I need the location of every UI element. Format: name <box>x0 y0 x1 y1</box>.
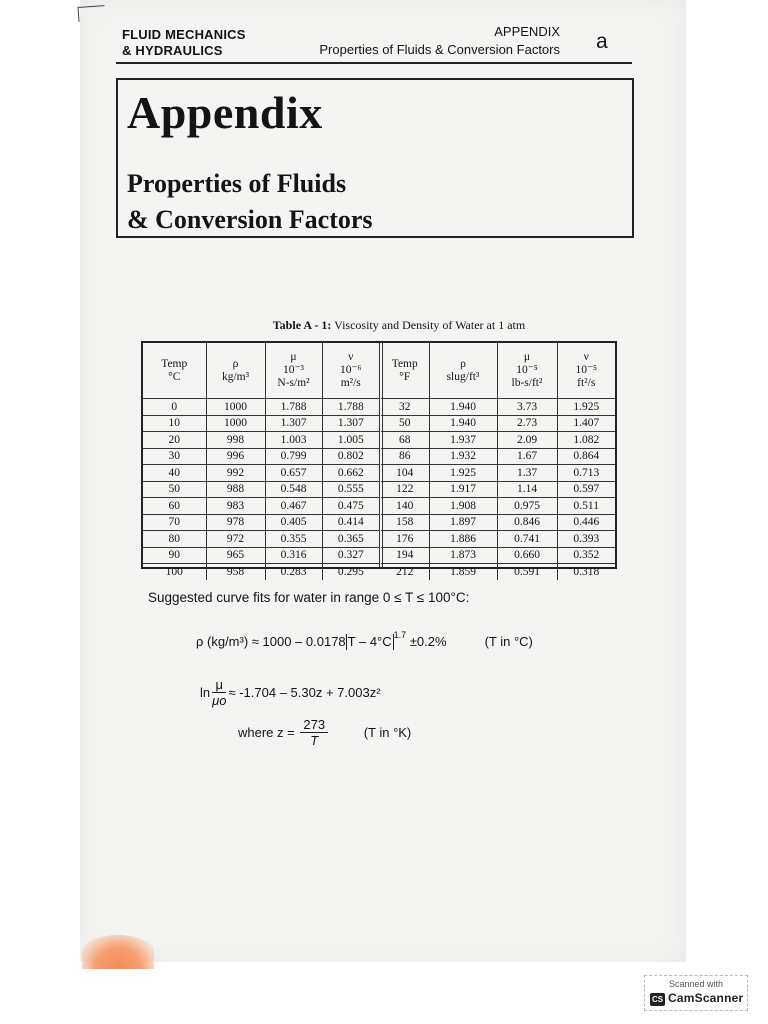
bg-cell: 140 <box>381 498 429 515</box>
si-cell: 958 <box>206 564 265 580</box>
running-header-left <box>122 27 246 59</box>
bg-cell: 1.859 <box>429 564 497 580</box>
bg-cell: 0.446 <box>557 514 615 531</box>
si-cell: 988 <box>206 481 265 498</box>
bg-cell: 1.917 <box>429 481 497 498</box>
bg-cell: 1.908 <box>429 498 497 515</box>
si-cell: 0.414 <box>322 514 379 531</box>
eq3-denominator: T <box>310 733 319 748</box>
table-row <box>381 498 615 515</box>
chapter-title-box <box>116 78 634 238</box>
si-cell: 0.802 <box>322 448 379 465</box>
table-row <box>381 432 615 449</box>
eq2-fraction <box>212 677 226 708</box>
si-cell: 40 <box>143 465 206 482</box>
si-cell: 70 <box>143 514 206 531</box>
bg-cell: 32 <box>381 399 429 416</box>
bg-cell: 1.67 <box>497 448 557 465</box>
table-row <box>381 481 615 498</box>
table-row <box>143 564 379 580</box>
bg-cell: 1.082 <box>557 432 615 449</box>
eq2-denominator: μo <box>212 693 227 708</box>
bg-header-line: ft²/s <box>577 377 596 389</box>
si-cell: 0.405 <box>265 514 322 531</box>
header-section-subtitle: Properties of Fluids & Conversion Factors <box>319 42 560 57</box>
si-header-line: μ <box>290 351 297 363</box>
si-cell: 972 <box>206 531 265 548</box>
table-row <box>381 547 615 564</box>
si-cell: 1.307 <box>265 415 322 432</box>
si-cell: 0.327 <box>322 547 379 564</box>
si-cell: 0.662 <box>322 465 379 482</box>
table-caption <box>0 318 768 333</box>
eq3-fraction <box>300 717 328 748</box>
si-cell: 0 <box>143 399 206 416</box>
table-row <box>381 448 615 465</box>
bg-header-line: ν <box>583 351 589 363</box>
bg-cell: 1.407 <box>557 415 615 432</box>
si-cell: 100 <box>143 564 206 580</box>
si-header-line: N-s/m² <box>277 377 310 389</box>
bg-cell: 1.940 <box>429 415 497 432</box>
camscanner-watermark <box>644 975 748 1011</box>
si-cell: 0.365 <box>322 531 379 548</box>
bg-cell: 0.318 <box>557 564 615 580</box>
bg-cell: 194 <box>381 547 429 564</box>
bg-cell: 1.932 <box>429 448 497 465</box>
bg-cell: 0.713 <box>557 465 615 482</box>
bg-header-line: °F <box>399 370 411 383</box>
table-row <box>143 448 379 465</box>
header-book-title-line1: FLUID MECHANICS <box>122 27 246 42</box>
si-cell: 80 <box>143 531 206 548</box>
si-units-table <box>143 343 379 580</box>
eq1-unit-note: (T in °C) <box>484 634 533 649</box>
bg-units-table <box>381 343 615 580</box>
si-cell: 1000 <box>206 399 265 416</box>
si-header-line: ν <box>348 351 354 363</box>
si-cell: 965 <box>206 547 265 564</box>
chapter-subtitle-line2: & Conversion Factors <box>127 205 373 234</box>
bg-header-cell <box>497 343 557 399</box>
si-cell: 983 <box>206 498 265 515</box>
bg-header-line: 10⁻⁵ <box>516 364 538 376</box>
table-row <box>381 415 615 432</box>
si-cell: 0.467 <box>265 498 322 515</box>
bg-cell: 0.591 <box>497 564 557 580</box>
si-cell: 1.307 <box>322 415 379 432</box>
eq1-exponent: 1.7 <box>393 630 407 640</box>
si-cell: 0.657 <box>265 465 322 482</box>
si-cell: 996 <box>206 448 265 465</box>
si-cell: 0.295 <box>322 564 379 580</box>
bg-cell: 0.660 <box>497 547 557 564</box>
viscosity-curve-fit-equation <box>200 677 381 708</box>
bg-cell: 158 <box>381 514 429 531</box>
header-book-title-line2: & HYDRAULICS <box>122 43 223 58</box>
si-header-line: 10⁻³ <box>282 364 305 376</box>
table-row <box>143 399 379 416</box>
bg-header-cell <box>429 343 497 399</box>
si-header-cell <box>143 343 206 399</box>
si-header-line: ρ <box>232 357 239 370</box>
si-header-line: 10⁻⁶ <box>339 364 362 376</box>
chapter-subtitle <box>127 166 373 238</box>
bg-cell: 1.886 <box>429 531 497 548</box>
table-row <box>381 514 615 531</box>
bg-cell: 122 <box>381 481 429 498</box>
eq2-rhs: ≈ -1.704 – 5.30z + 7.003z² <box>228 685 381 700</box>
page-number: a <box>596 30 608 53</box>
chapter-title: Appendix <box>127 87 323 138</box>
table-row <box>381 564 615 580</box>
bg-header-cell <box>381 343 429 399</box>
si-cell: 30 <box>143 448 206 465</box>
bg-cell: 0.846 <box>497 514 557 531</box>
bg-cell: 1.937 <box>429 432 497 449</box>
eq1-lhs: ρ (kg/m³) ≈ 1000 – 0.0178 <box>196 634 346 649</box>
bg-cell: 1.873 <box>429 547 497 564</box>
water-properties-table <box>141 341 617 578</box>
bg-cell: 1.940 <box>429 399 497 416</box>
si-cell: 50 <box>143 481 206 498</box>
si-cell: 10 <box>143 415 206 432</box>
si-cell: 0.355 <box>265 531 322 548</box>
si-header-line: °C <box>168 370 181 383</box>
curve-fit-intro: Suggested curve fits for water in range 0 ≤ T ≤ 100°C: <box>148 590 470 605</box>
table-row <box>143 432 379 449</box>
bg-header-line: 10⁻⁵ <box>575 364 598 376</box>
bg-header-line: lb-s/ft² <box>511 377 543 389</box>
table-caption-label: Table A - 1: <box>272 318 332 332</box>
eq2-ln: ln <box>200 685 211 700</box>
si-header-cell <box>265 343 322 399</box>
bg-cell: 2.09 <box>497 432 557 449</box>
density-curve-fit-equation <box>196 630 533 650</box>
si-cell: 60 <box>143 498 206 515</box>
running-header-right <box>319 23 560 59</box>
table-row <box>143 514 379 531</box>
bg-header-cell <box>557 343 615 399</box>
eq3-where: where z = <box>238 725 295 740</box>
si-header-cell <box>322 343 379 399</box>
si-cell: 978 <box>206 514 265 531</box>
watermark-caption: Scanned with <box>668 979 724 989</box>
bg-header-line: slug/ft³ <box>446 370 480 383</box>
si-cell: 992 <box>206 465 265 482</box>
header-section-title: APPENDIX <box>494 24 560 39</box>
si-cell: 1.005 <box>322 432 379 449</box>
table-row <box>143 415 379 432</box>
si-cell: 0.555 <box>322 481 379 498</box>
eq3-unit-note: (T in °K) <box>363 725 412 740</box>
table-row <box>143 498 379 515</box>
si-cell: 0.316 <box>265 547 322 564</box>
bg-cell: 1.14 <box>497 481 557 498</box>
bg-cell: 2.73 <box>497 415 557 432</box>
table-caption-text: Viscosity and Density of Water at 1 atm <box>331 318 526 332</box>
eq1-tolerance: ±0.2% <box>406 634 447 649</box>
bg-cell: 0.352 <box>557 547 615 564</box>
bg-cell: 0.393 <box>557 531 615 548</box>
chapter-subtitle-line1: Properties of Fluids <box>127 169 347 198</box>
bg-cell: 212 <box>381 564 429 580</box>
bg-header-line: μ <box>523 351 531 363</box>
si-cell: 998 <box>206 432 265 449</box>
si-cell: 0.475 <box>322 498 379 515</box>
si-header-line: Temp <box>161 357 188 370</box>
bg-cell: 1.925 <box>429 465 497 482</box>
bg-cell: 0.597 <box>557 481 615 498</box>
table-row <box>381 465 615 482</box>
header-rule <box>116 62 632 64</box>
bg-cell: 3.73 <box>497 399 557 416</box>
bg-cell: 176 <box>381 531 429 548</box>
table-row <box>381 399 615 416</box>
eq2-numerator: μ <box>212 677 226 693</box>
bg-cell: 104 <box>381 465 429 482</box>
si-cell: 1.788 <box>265 399 322 416</box>
orange-stain <box>82 935 154 969</box>
eq3-numerator: 273 <box>300 717 328 733</box>
page-corner-mark <box>78 5 106 22</box>
bg-cell: 1.897 <box>429 514 497 531</box>
bg-header-line: Temp <box>391 357 418 370</box>
si-cell: 0.548 <box>265 481 322 498</box>
bg-cell: 68 <box>381 432 429 449</box>
si-header-line: m²/s <box>340 377 361 389</box>
si-cell: 1.788 <box>322 399 379 416</box>
si-cell: 0.283 <box>265 564 322 580</box>
table-row <box>381 531 615 548</box>
si-header-line: kg/m³ <box>221 370 250 383</box>
bg-cell: 50 <box>381 415 429 432</box>
z-definition-equation <box>238 717 411 748</box>
watermark-brand: CamScanner <box>668 991 744 1005</box>
bg-header-line: ρ <box>460 357 466 370</box>
camscanner-logo-icon: CS <box>651 995 664 1004</box>
bg-cell: 0.511 <box>557 498 615 515</box>
si-cell: 1000 <box>206 415 265 432</box>
bg-cell: 1.925 <box>557 399 615 416</box>
table-row <box>143 481 379 498</box>
si-header-cell <box>206 343 265 399</box>
bg-cell: 86 <box>381 448 429 465</box>
table-row <box>143 465 379 482</box>
bg-cell: 0.741 <box>497 531 557 548</box>
bg-cell: 0.975 <box>497 498 557 515</box>
si-cell: 1.003 <box>265 432 322 449</box>
bg-cell: 0.864 <box>557 448 615 465</box>
bg-cell: 1.37 <box>497 465 557 482</box>
eq1-absolute-term: T – 4°C <box>347 634 392 649</box>
si-cell: 0.799 <box>265 448 322 465</box>
table-row <box>143 531 379 548</box>
table-row <box>143 547 379 564</box>
si-cell: 20 <box>143 432 206 449</box>
si-cell: 90 <box>143 547 206 564</box>
